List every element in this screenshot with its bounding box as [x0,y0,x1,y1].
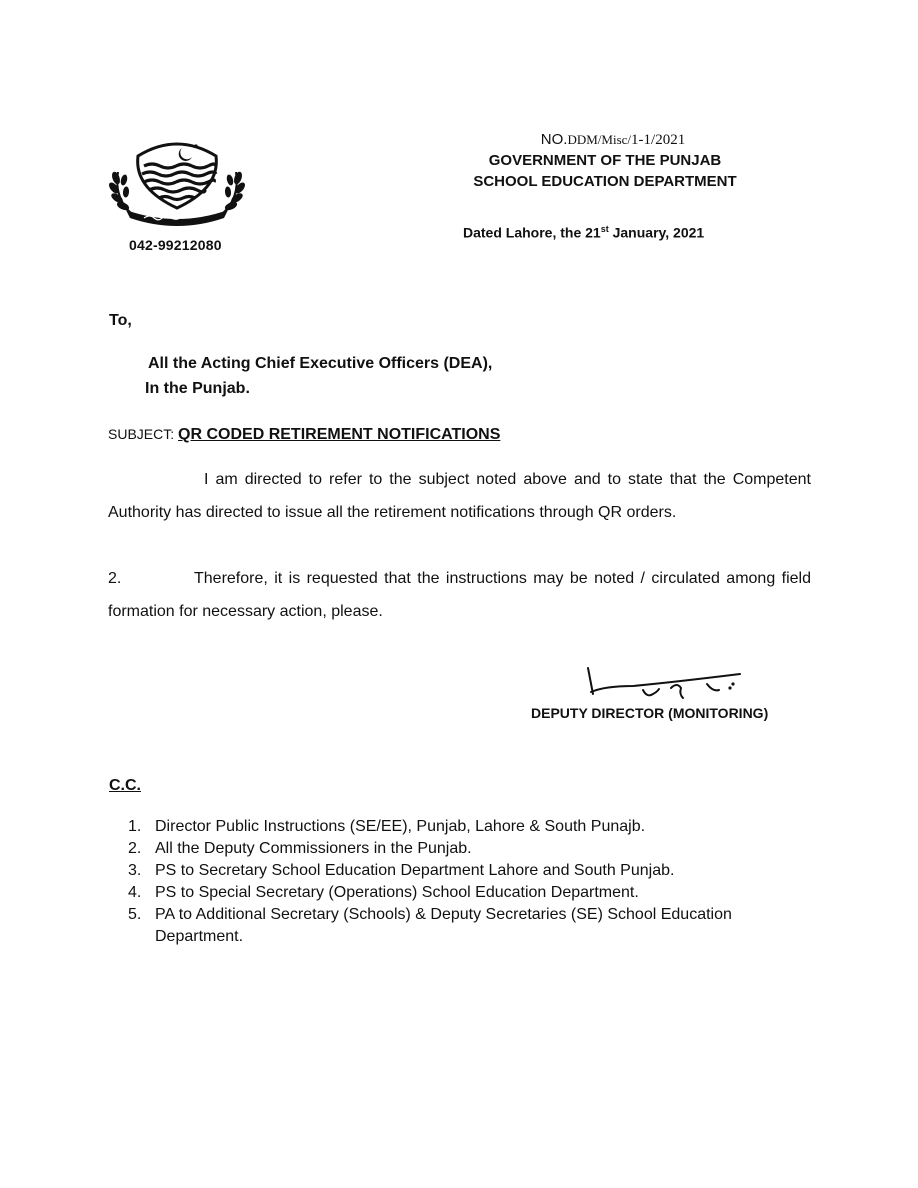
cc-item [128,860,818,882]
cc-item-number: 4. [128,884,142,901]
subject-text: QR CODED RETIREMENT NOTIFICATIONS [178,426,501,443]
gov-line1: GOVERNMENT OF THE PUNJAB [488,152,722,169]
cc-item-number: 5. [128,906,142,923]
cc-list [128,816,818,948]
cc-item [128,882,818,904]
cc-item [128,816,818,838]
para2-text: Therefore, it is requested that the instructions may be noted / circulated among field formation for necessary action, please. [108,570,811,620]
para1-text: I am directed to refer to the subject noted above and to state that the Competent Authority has directed to issue all the retirement notifications through QR orders. [108,471,811,521]
date-sup: st [600,224,609,234]
ref-mid: DDM/Misc/ [567,132,632,147]
subject-line [108,426,500,444]
ref-prefix: NO. [540,131,568,148]
gov-line2: SCHOOL EDUCATION DEPARTMENT [473,173,737,190]
cc-item-text: PA to Additional Secretary (Schools) & Deputy Secretaries (SE) School Education Department. [155,906,732,945]
ref-suffix: 1-1/2021 [631,132,686,148]
cc-heading: C.C. [109,777,141,794]
date-prefix: Dated Lahore, the 21 [463,224,601,241]
reference-number [468,131,758,149]
addressee-line2: In the Punjab. [145,380,250,397]
phone-number: 042-99212080 [129,237,222,253]
body-paragraph-1 [108,463,811,529]
para2-number: 2. [108,570,122,587]
punjab-emblem-icon [104,136,250,228]
date-line [463,224,704,241]
signatory-designation: DEPUTY DIRECTOR (MONITORING) [531,705,769,721]
signature-icon [585,662,745,706]
addressee-line1: All the Acting Chief Executive Officers (DEA), [148,355,493,372]
date-suffix: January, 2021 [608,224,705,241]
body-paragraph-2 [108,562,811,628]
cc-item [128,904,818,948]
subject-label: SUBJECT: [108,426,179,442]
cc-item-number: 3. [128,862,142,879]
to-label: To, [109,312,132,329]
cc-item-number: 2. [128,840,142,857]
cc-item-text: PS to Special Secretary (Operations) School Education Department. [155,884,639,901]
cc-item-text: Director Public Instructions (SE/EE), Punjab, Lahore & South Punajb. [155,818,646,835]
department-heading [440,150,770,192]
cc-item-number: 1. [128,818,142,835]
cc-item-text: PS to Secretary School Education Department Lahore and South Punjab. [155,862,675,879]
cc-item [128,838,818,860]
cc-item-text: All the Deputy Commissioners in the Punjab. [155,840,472,857]
